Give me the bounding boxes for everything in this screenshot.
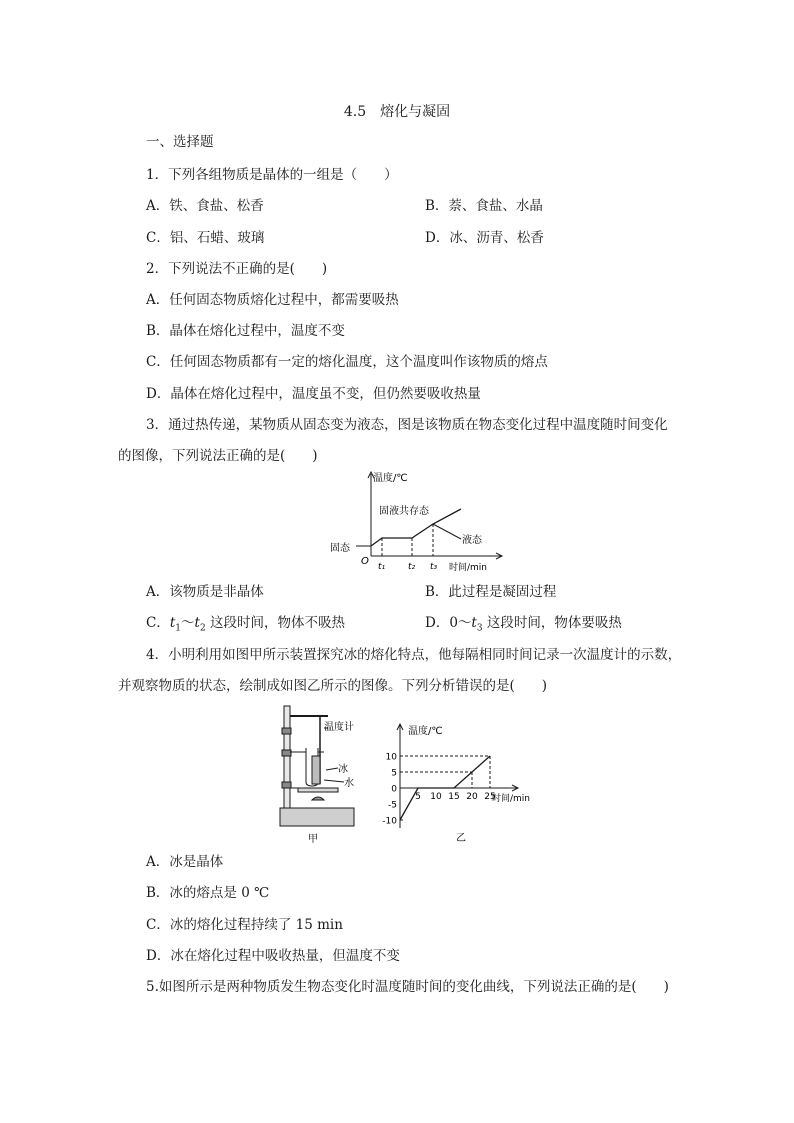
q4-ytick-label: -5 <box>388 800 397 811</box>
q4-option-d: D．冰在熔化过程中吸收热量，但温度不变 <box>146 948 400 964</box>
caption-jia: 甲 <box>308 834 318 845</box>
q2-stem: 2．下列说法不正确的是( ) <box>146 261 328 277</box>
q4-ytick-label: -10 <box>382 816 397 827</box>
q2-option-b: B．晶体在熔化过程中，温度不变 <box>146 323 345 339</box>
ice-pointer <box>326 768 338 770</box>
q4-ytick-label: 0 <box>391 784 397 795</box>
q4-xtick-label: 15 <box>448 792 460 802</box>
q4-option-b: B．冰的熔点是 0 ℃ <box>146 885 270 901</box>
q3-label-solid: 固态 <box>330 543 350 554</box>
q3-stem-line2: 的图像，下列说法正确的是( ) <box>118 448 318 464</box>
clamp-upper <box>282 728 291 734</box>
q2-option-a: A．任何固态物质熔化过程中，都需要吸热 <box>146 292 399 308</box>
gauze <box>298 788 338 792</box>
label-water: 水 <box>344 778 354 789</box>
q2-option-c: C．任何固态物质都有一定的熔化温度，这个温度叫作该物质的熔点 <box>146 354 548 370</box>
water-pointer <box>324 780 344 782</box>
q4-option-a: A．冰是晶体 <box>146 854 224 870</box>
q1-option-b: B．萘、食盐、水晶 <box>425 198 543 214</box>
q4-xtick-label: 10 <box>430 792 442 802</box>
q4-ylabel: 温度/℃ <box>408 726 443 737</box>
q3-tick-t2: t₂ <box>408 562 416 572</box>
q5-stem: 5.如图所示是两种物质发生物态变化时温度随时间的变化曲线，下列说法正确的是( ) <box>146 979 669 995</box>
test-tube <box>312 756 320 784</box>
q3-liquid-pointer <box>433 524 461 539</box>
q3-option-b: B．此过程是凝固过程 <box>425 584 557 600</box>
q3-stem-line1: 3．通过热传递，某物质从固态变为液态，图是该物质在物态变化过程中温度随时间变化 <box>146 417 668 433</box>
q1-option-a: A．铁、食盐、松香 <box>146 198 264 214</box>
clamp-lower <box>282 782 291 788</box>
q1-option-c: C．铝、石蜡、玻璃 <box>146 230 265 246</box>
stand-base <box>280 808 354 826</box>
q3-option-c: C．$t_1\sim t_2$ 这段时间，物体不吸热 <box>146 615 345 634</box>
q3-tick-t3: t₃ <box>430 562 438 572</box>
q3-label-mix: 固液共存态 <box>379 506 429 517</box>
label-thermometer: 温度计 <box>324 722 354 733</box>
q4-ytick-label: 5 <box>391 768 397 779</box>
burner <box>312 797 324 800</box>
q1-stem: 1．下列各组物质是晶体的一组是（ ） <box>146 167 398 183</box>
clamp-middle <box>282 750 291 756</box>
q2-option-d: D．晶体在熔化过程中，温度虽不变，但仍然要吸收热量 <box>146 386 481 402</box>
q3-xlabel: 时间/min <box>449 563 488 573</box>
label-ice: 冰 <box>338 764 348 775</box>
q4-temperature-graph <box>378 720 550 844</box>
stand-rod <box>284 706 290 808</box>
caption-yi: 乙 <box>456 833 466 844</box>
q4-xtick-label: 5 <box>415 792 421 802</box>
q4-xtick-label: 20 <box>466 792 478 802</box>
q3-ylabel: 温度/℃ <box>373 473 408 484</box>
q3-origin: O <box>361 556 369 567</box>
q4-stem-line1: 4．小明利用如图甲所示装置探究冰的熔化特点，他每隔相同时间记录一次温度计的示数， <box>146 647 682 663</box>
q4-xtick-label: 25 <box>484 792 496 802</box>
q3-option-d: D．$0\sim t_3$ 这段时间，物体要吸热 <box>425 615 622 634</box>
q3-tick-t1: t₁ <box>378 562 386 572</box>
q3-temperature-graph <box>326 468 526 578</box>
q4-stem-line2: 并观察物质的状态，绘制成如图乙所示的图像。下列分析错误的是( ) <box>118 678 548 694</box>
section-heading: 一、选择题 <box>146 134 214 150</box>
q4-option-c: C．冰的熔化过程持续了 15 min <box>146 917 343 933</box>
q4-apparatus-figure <box>268 700 368 846</box>
q4-ytick-label: 10 <box>385 752 397 763</box>
page-title: 4.5 熔化与凝固 <box>343 104 451 120</box>
q3-label-liquid: 液态 <box>462 535 482 546</box>
q4-xlabel: 时间/min <box>492 794 531 804</box>
q3-option-a: A．该物质是非晶体 <box>146 584 264 600</box>
q1-option-d: D．冰、沥青、松香 <box>425 230 544 246</box>
